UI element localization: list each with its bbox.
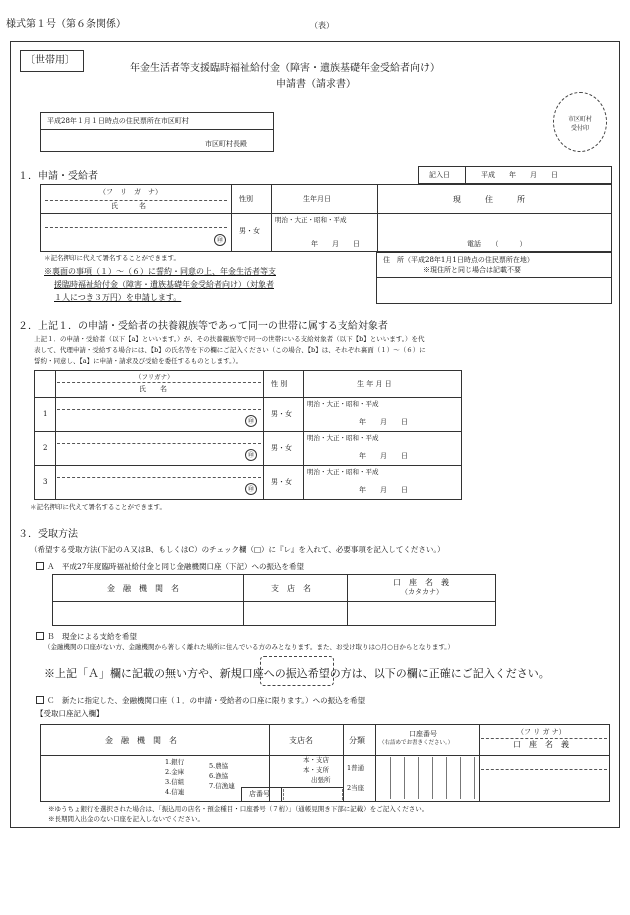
dependent-eras[interactable]: 明治・大正・昭和・平成 [307, 434, 379, 442]
dependent-row-number: 3 [43, 478, 48, 486]
dependents-gender-label: 性 別 [271, 380, 288, 388]
bank-type-3[interactable]: 3.信組 [165, 778, 185, 786]
applicant-dob-label: 生年月日 [303, 195, 331, 203]
dependent-name-input[interactable] [57, 479, 245, 497]
side-label: （表） [310, 21, 334, 30]
option-a-holder-label: 口 座 名 義 [393, 578, 449, 587]
registered-address-label: 住 所（平成28年1月1日時点の住民票所在地） [383, 256, 534, 264]
dependent-gender-value[interactable]: 男・女 [271, 410, 292, 418]
form-title: 年金生活者等支援臨時福祉給付金（障害・遺族基礎年金受給者向け） [130, 63, 440, 74]
current-address-input[interactable] [379, 215, 609, 237]
entry-date-box [418, 166, 612, 184]
account-entry-label: 【受取口座記入欄】 [36, 709, 104, 718]
form-subtitle: 申請書（請求書） [276, 79, 356, 90]
option-a-branch-label: 支 店 名 [271, 584, 311, 593]
seal-icon: ㊞ [214, 234, 226, 246]
municipality-box [40, 112, 274, 152]
account-type-2[interactable]: 2当座 [347, 784, 365, 792]
applicant-ymd[interactable]: 年 月 日 [311, 240, 360, 248]
applicant-eras[interactable]: 明治・大正・昭和・平成 [275, 216, 347, 224]
dependent-row-number: 2 [43, 444, 48, 452]
dependents-furigana-label: （フリガナ） [135, 373, 174, 381]
option-a-row[interactable] [36, 562, 304, 571]
account-holder-label: 口 座 名 義 [513, 740, 569, 749]
entry-date-value[interactable]: 平成 年 月 日 [481, 171, 558, 179]
section3-heading: ３．受取方法 [18, 529, 78, 540]
applicant-address-label: 現 住 所 [453, 195, 525, 204]
seal-icon: ㊞ [245, 483, 257, 495]
dependents-name-label: 氏 名 [139, 385, 167, 393]
dependent-ymd[interactable]: 年 月 日 [359, 452, 408, 460]
account-number-label: 口座番号 [409, 730, 437, 738]
store-number-input[interactable] [283, 789, 343, 800]
household-tag: 〔世帯用〕 [25, 55, 75, 66]
dependent-ymd[interactable]: 年 月 日 [359, 486, 408, 494]
dependent-furigana-input[interactable] [57, 466, 261, 477]
bank-type-4[interactable]: 4.信連 [165, 788, 185, 796]
bank-type-6[interactable]: 6.漁協 [209, 772, 229, 780]
account-number-input[interactable] [377, 757, 477, 799]
dependents-table [34, 370, 462, 500]
branch-type-3[interactable]: 出張所 [311, 776, 331, 784]
branch-type-1[interactable]: 本・支店 [303, 756, 329, 764]
dependent-gender-value[interactable]: 男・女 [271, 444, 292, 452]
option-b-row[interactable] [36, 632, 137, 641]
reception-stamp-label: 市区町村 受付印 [567, 116, 592, 132]
section3-emphasis: ※上記「Ａ」欄に記載の無い方や、新規口座への振込希望の方は、以下の欄に正確にご記入ください。 [44, 667, 550, 680]
account-holder-furigana-input[interactable] [481, 757, 607, 768]
dependent-row-number: 1 [43, 410, 48, 418]
section3-note1: ※ゆうちょ銀行を選択された場合は、「振込用の店名・預金種目・口座番号（７桁）」（通帳見開き下部に記載）をご記入ください。 [48, 805, 429, 813]
dependent-name-input[interactable] [57, 411, 245, 429]
dependent-ymd[interactable]: 年 月 日 [359, 418, 408, 426]
reception-stamp-circle [553, 92, 607, 152]
option-b-checkbox[interactable] [36, 632, 44, 640]
applicant-furigana-label: （フ リ ガ ナ） [99, 188, 162, 196]
dependent-furigana-input[interactable] [57, 432, 261, 443]
option-b-label: Ｂ 現金による支給を希望 [47, 632, 137, 641]
bank-type-7[interactable]: 7.信漁連 [209, 782, 235, 790]
section2-desc3: 誓約・同意し、【a】に申請・請求及び受給を委任するものとします。）。 [34, 357, 243, 365]
account-number-note: （右詰めでお書きください。） [379, 740, 454, 746]
applicant-name-label: 氏 名 [111, 202, 146, 210]
entry-date-label: 記入日 [429, 171, 450, 179]
option-c-row[interactable] [36, 696, 365, 705]
option-a-bank-label: 金 融 機 関 名 [107, 584, 179, 593]
account-type-1[interactable]: 1普通 [347, 764, 365, 772]
registered-address-input[interactable] [379, 279, 609, 301]
bank-type-1[interactable]: 1.銀行 [165, 758, 185, 766]
seal-icon: ㊞ [245, 449, 257, 461]
option-c-label: Ｃ 新たに指定した、金融機関口座（１．の申請・受給者の口座に限ります。）への振込を希望 [47, 696, 366, 705]
household-tag-box [20, 50, 84, 72]
section1-heading: １．申請・受給者 [18, 171, 98, 182]
section1-sign-note: ＊記名押印に代えて署名することができます。 [44, 254, 180, 262]
pledge-line3: １人につき３万円）を申請します。 [54, 293, 182, 302]
pledge-line1: ※裏面の事項（１）～（６）に誓約・同意の上、年金生活者等支 [44, 267, 276, 276]
phone-label[interactable]: 電話 （ ） [467, 240, 527, 248]
section3-note2: ※長期間入出金のない口座を記入しないでください。 [48, 815, 204, 823]
pledge-line2: 援臨時福祉給付金（障害・遺族基礎年金受給者向け）（対象者 [54, 280, 274, 289]
option-a-table [52, 574, 496, 626]
dependents-dob-label: 生 年 月 日 [357, 380, 392, 388]
option-c-checkbox[interactable] [36, 696, 44, 704]
municipality-signoff: 市区町村長殿 [205, 140, 247, 148]
form-number: 様式第１号（第６条関係） [6, 19, 126, 30]
account-holder-input[interactable] [481, 771, 607, 799]
option-a-holder-sub: （カタカナ） [401, 588, 443, 596]
bank-type-5[interactable]: 5.農協 [209, 762, 229, 770]
applicant-gender-label: 性別 [239, 195, 253, 203]
branch-type-2[interactable]: 本・支所 [303, 766, 329, 774]
account-holder-furigana: （フ リ ガ ナ） [517, 728, 566, 736]
option-b-note: （金融機関の口座がない方、金融機関から著しく離れた場所に住んでいる方のみとなります。また、お受け取りは○月○日からとなります。） [44, 643, 455, 651]
applicant-gender-value[interactable]: 男・女 [239, 227, 260, 235]
dependent-name-input[interactable] [57, 445, 245, 463]
section2-desc1: 上記１．の申請・受給者（以下【a】といいます。）が、その扶養親族等で同一の世帯にいる支給対象者（以下【b】といいます。）を代 [34, 335, 425, 343]
account-type-label: 分類 [349, 736, 365, 745]
account-bank-label: 金 融 機 関 名 [105, 736, 177, 745]
municipality-label: 平成28年１月１日時点の住民票所在市区町村 [47, 117, 189, 125]
applicant-furigana-input[interactable] [43, 215, 229, 227]
registered-address-box [376, 252, 612, 304]
account-branch-label: 支店名 [289, 736, 313, 745]
seal-icon: ㊞ [245, 415, 257, 427]
option-a-checkbox[interactable] [36, 562, 44, 570]
dependent-furigana-input[interactable] [57, 398, 261, 409]
account-bank-input[interactable] [43, 757, 163, 799]
store-number-label: 店番号 [249, 790, 270, 798]
applicant-name-input[interactable] [43, 229, 213, 249]
dependent-eras[interactable]: 明治・大正・昭和・平成 [307, 468, 379, 476]
section2-sign-note: ＊記名押印に代えて署名することができます。 [30, 503, 166, 511]
dependent-eras[interactable]: 明治・大正・昭和・平成 [307, 400, 379, 408]
option-a-label: Ａ 平成27年度臨時福祉給付金と同じ金融機関口座（下記）への振込を希望 [47, 562, 305, 571]
bank-type-2[interactable]: 2.金庫 [165, 768, 185, 776]
section2-heading: ２．上記１．の申請・受給者の扶養親族等であって同一の世帯に属する支給対象者 [18, 321, 388, 332]
applicant-table [40, 184, 612, 252]
dependent-gender-value[interactable]: 男・女 [271, 478, 292, 486]
section3-instruction: （希望する受取方法(下記のＡ又はB、もしくはC）のチェック欄（□）に『レ』を入れて、必要事項を記入してください。） [30, 545, 445, 554]
account-table [40, 724, 610, 802]
section2-desc2: 表して、代理申請・受給する場合には、【b】の氏名等を下の欄にご記入ください（この場合、【b】は、それぞれ裏面（１）～（６）に [34, 346, 426, 354]
registered-address-note: ※現住所と同じ場合は記載不要 [423, 266, 521, 274]
